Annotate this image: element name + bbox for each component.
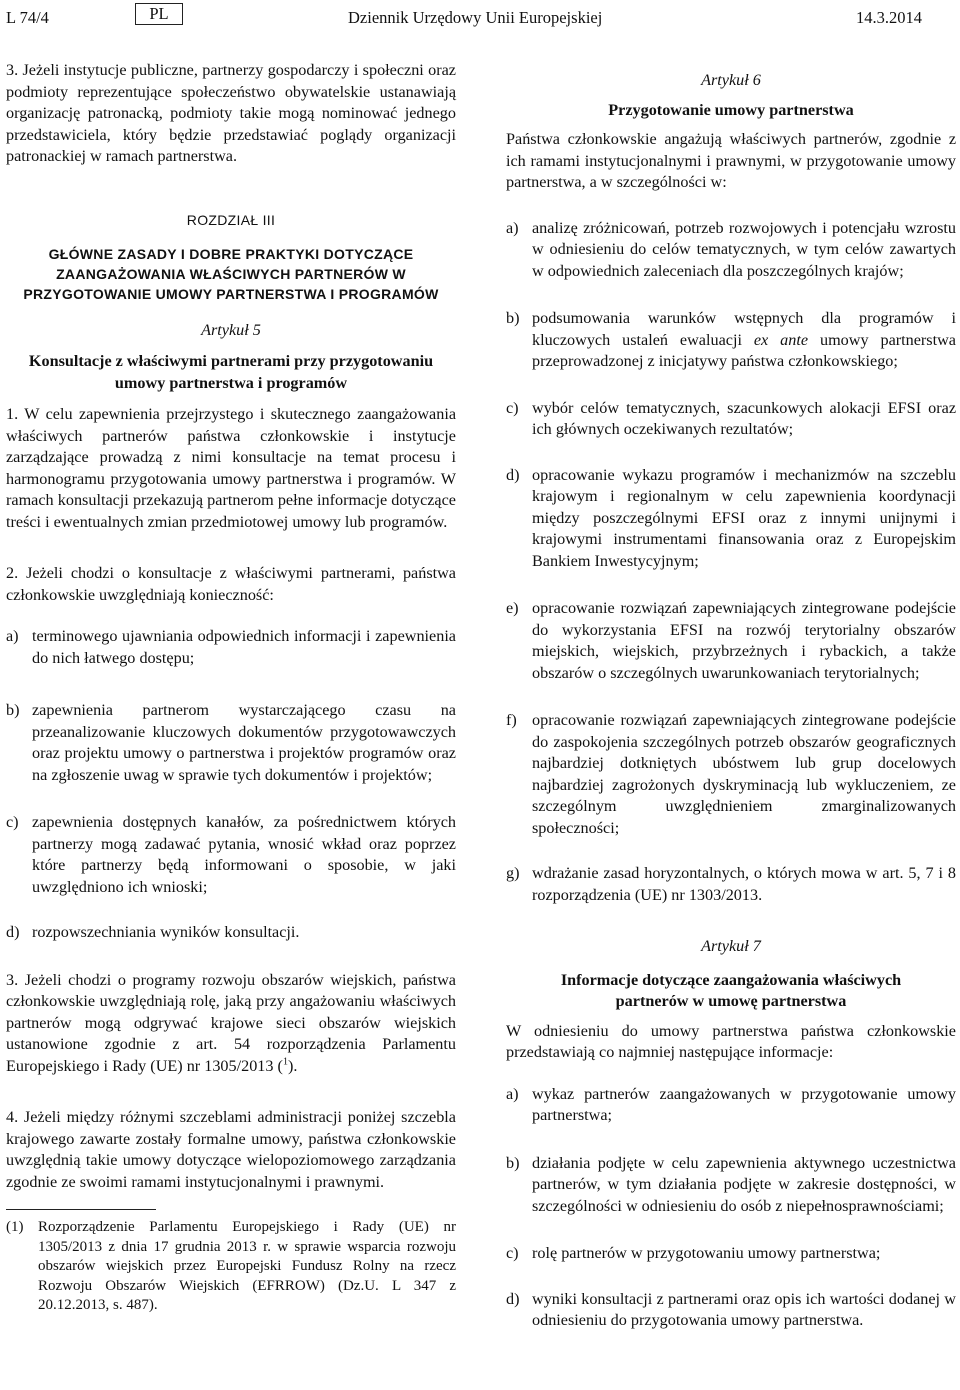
list-label: b) [506, 1153, 520, 1172]
page-number: L 74/4 [6, 8, 49, 27]
list-label: a) [506, 218, 519, 237]
art7-list-d [506, 1289, 956, 1332]
list-label: g) [506, 864, 520, 882]
art6-list-d [506, 465, 956, 573]
art6-list-f [506, 710, 956, 839]
art5-paragraph-4: 4. Jeżeli między różnymi szczeblami administracji poniżej szczebla krajowego zawarte zostały formalne umowy, państwa członkowskie uwzględnią takie umowy dotyczące wielopoziomowego zarządzania zgodnie ze swoimi ramami instytucjonalnymi i prawnymi. [6, 1108, 456, 1191]
right-column [506, 60, 956, 1332]
list-text: zapewnienia dostępnych kanałów, za pośrednictwem których partnerzy mogą zadawać pytania, wnosić wkład oraz poprzez które partnerzy będą informowani o sposobie, w jaki uwzględniono ich wnioski; [32, 813, 456, 896]
footnote-separator [6, 1209, 156, 1210]
art6-list-b [506, 308, 956, 373]
article-6-number: Artykuł 6 [701, 71, 761, 89]
list-label: b) [506, 309, 520, 327]
list-text: rozpowszechniania wyników konsultacji. [32, 923, 300, 941]
list-text-post: umowy partnerstwa przeprowadzonej z inicjatywy państwa członkowskiego; [532, 330, 956, 370]
art5-paragraph-2: 2. Jeżeli chodzi o konsultacje z właściwymi partnerami, państwa członkowskie uwzględniają konieczność: [6, 564, 456, 604]
list-text: wykaz partnerów zaangażowanych w przygotowanie umowy partnerstwa; [532, 1084, 956, 1124]
list-label: e) [506, 599, 519, 617]
left-column [6, 60, 456, 1316]
art5-p3-end: ). [287, 1056, 298, 1075]
art6-list-c [506, 398, 956, 441]
art5-paragraph-3 [6, 970, 456, 1078]
article-6-title: Przygotowanie umowy partnerstwa [608, 100, 854, 119]
list-label: a) [6, 627, 19, 645]
art7-list-c [506, 1243, 956, 1265]
journal-title: Dziennik Urzędowy Unii Europejskiej [348, 8, 603, 27]
list-text: działania podjęte w celu zapewnienia aktywnego uczestnictwa partnerów, w tym działania podjęte w zakresie dostępności, w szczególności w odniesieniu do osób z niepełnosprawnościami; [532, 1153, 956, 1215]
chapter-title: GŁÓWNE ZASADY I DOBRE PRAKTYKI DOTYCZĄCE ZAANGAŻOWANIA WŁAŚCIWYCH PARTNERÓW W PRZYGOTOWANIE UMOWY PARTNERSTWA I PROGRAMÓW [23, 245, 439, 302]
list-text: wdrażanie zasad horyzontalnych, o których mowa w art. 5, 7 i 8 rozporządzenia (UE) nr 1303/2013. [532, 864, 956, 904]
list-text: opracowanie rozwiązań zapewniających zintegrowane podejście do wykorzystania EFSI na rozwój terytorialny obszarów miejskich, wiejskich, przybrzeżnych i rybackich, a także obszarów o szczególnych uwarunkowaniach terytorialnych; [532, 599, 956, 682]
art6-list-g [506, 863, 956, 906]
art6-list-e [506, 598, 956, 684]
art5-list-b [6, 700, 456, 786]
list-label: c) [506, 398, 519, 417]
article-5-number: Artykuł 5 [201, 320, 261, 339]
art5-p3-text: 3. Jeżeli chodzi o programy rozwoju obszarów wiejskich, państwa członkowskie uwzględniają rolę, jaką przy angażowaniu właściwych partnerów mogą odgrywać krajowe sieci obszarów wiejskich ustanowione zgodnie z art. 54 rozporządzenia Parlamentu Europejskiego i Rady (UE) nr 1305/2013 ( [6, 970, 456, 1075]
art7-intro: W odniesieniu do umowy partnerstwa państwa członkowskie przedstawiają co najmniej następujące informacje: [506, 1021, 956, 1061]
footnote-ref[interactable]: 1 [282, 1056, 288, 1068]
publication-date: 14.3.2014 [856, 8, 922, 27]
list-text-italic: ex ante [753, 330, 809, 349]
list-text: terminowego ujawniania odpowiednich informacji i zapewnienia do nich łatwego dostępu; [32, 627, 456, 667]
art7-list-a [506, 1084, 956, 1127]
list-text [532, 308, 956, 373]
art6-list-a [506, 218, 956, 283]
article-5-title: Konsultacje z właściwymi partnerami przy przygotowaniu umowy partnerstwa i programów [28, 352, 434, 392]
art5-list-a [6, 626, 456, 669]
art6-intro: Państwa członkowskie angażują właściwych partnerów, zgodnie z ich ramami instytucjonalnymi i prawnymi, w przygotowanie umowy partnerstwa, a w szczególności w: [506, 130, 956, 191]
art5-list-c [6, 812, 456, 898]
list-text: wybór celów tematycznych, szacunkowych alokacji EFSI oraz ich głównych oczekiwanych rezultatów; [532, 398, 956, 438]
art7-list-b [506, 1153, 956, 1218]
footnote-text: Rozporządzenie Parlamentu Europejskiego i Rady (UE) nr 1305/2013 z dnia 17 grudnia 2013 r. w sprawie wsparcia rozwoju obszarów wiejskich przez Europejski Fundusz Rolny na rzecz Rozwoju Obszarów Wiejskich (EFRROW) (Dz.U. L 347 z 20.12.2013, s. 487). [38, 1219, 456, 1313]
art5-list-d [6, 922, 456, 944]
list-text: rolę partnerów w przygotowaniu umowy partnerstwa; [532, 1244, 881, 1262]
list-label: f) [506, 711, 517, 729]
page-header [0, 3, 960, 27]
list-text: wyniki konsultacji z partnerami oraz opis ich wartości dodanej w odniesieniu do przygotowania umowy partnerstwa. [532, 1289, 956, 1329]
list-label: d) [506, 465, 520, 484]
list-text: zapewnienia partnerom wystarczającego czasu na przeanalizowanie kluczowych dokumentów przygotowawczych oraz projektu umowy o partnerstwa i projektów programów oraz na zgłoszenie uwag w sprawie tych dokumentów i projektów; [32, 701, 456, 784]
footnote-label: (1) [6, 1219, 24, 1235]
list-text: opracowanie rozwiązań zapewniających zintegrowane podejście do zaspokojenia szczególnych potrzeb obszarów geograficznych najbardziej dotkniętych ubóstwem lub grup docelowych najbardziej zagrożonych dyskryminacją lub wykluczeniem, ze szczególnym uwzględnieniem zmarginalizowanych społeczności; [532, 711, 956, 837]
list-label: c) [506, 1244, 519, 1262]
list-label: a) [506, 1084, 519, 1103]
chapter-number: ROZDZIAŁ III [186, 211, 276, 228]
list-text-pre: podsumowania warunków wstępnych dla programów i kluczowych ustaleń ewaluacji [532, 309, 956, 349]
list-text: opracowanie wykazu programów i mechanizmów na szczeblu krajowym i regionalnym w celu zapewnienia koordynacji między poszczególnymi EFSI oraz z innymi unijnymi i krajowymi instrumentami finansowania oraz z Europejskim Bankiem Inwestycyjnym; [532, 465, 956, 570]
article-7-number: Artykuł 7 [701, 937, 761, 955]
language-badge: PL [135, 3, 183, 25]
art5-paragraph-1: 1. W celu zapewnienia przejrzystego i skutecznego zaangażowania właściwych partnerów państwa członkowskie i instytucje zarządzające prowadzą z nimi konsultacje na temat procesu i harmonogramu przygotowania umowy partnerstwa i programów. W ramach konsultacji przekazują partnerom pełne informacje dotyczące treści i ewentualnych zmian przedmiotowej umowy lub programów. [6, 405, 456, 531]
list-label: c) [6, 813, 19, 831]
list-label: b) [6, 701, 20, 719]
list-label: d) [6, 923, 20, 941]
list-text: analizę zróżnicowań, potrzeb rozwojowych i potencjału wzrostu w odniesieniu do celów tematycznych, w tym celów zawartych w odpowiednich zaleceniach dla poszczególnych krajów; [532, 218, 956, 280]
list-label: d) [506, 1289, 520, 1308]
footnote [6, 1218, 456, 1316]
paragraph-3: 3. Jeżeli instytucje publiczne, partnerzy gospodarczy i społeczni oraz podmioty reprezentujące społeczeństwo obywatelskie ustanawiają organizację patronacką, podmioty takie mogą nominować jednego przedstawiciela, który będzie przedstawiać poglądy organizacji patronackiej w ramach partnerstwa. [6, 61, 456, 165]
article-7-title: Informacje dotyczące zaangażowania właściwych partnerów w umowę partnerstwa [560, 970, 902, 1010]
